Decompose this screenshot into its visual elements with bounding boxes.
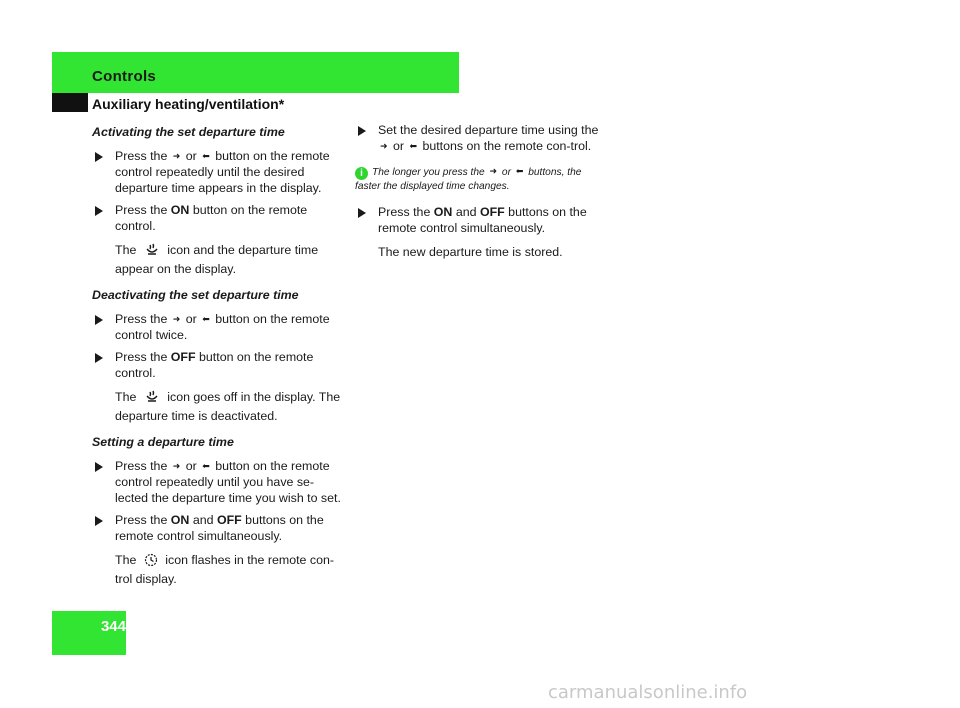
heater-icon — [144, 243, 160, 261]
step-text: or — [389, 139, 408, 153]
info-text: The longer you press the — [372, 167, 488, 178]
step-text: buttons on the remote control simultaneously. — [115, 513, 324, 543]
step-text: and — [189, 513, 217, 527]
arrow-right-icon: ➜ — [172, 314, 181, 324]
heater-icon — [144, 390, 160, 408]
step-item — [92, 202, 347, 234]
step-item — [92, 148, 347, 196]
bullet-triangle-icon — [95, 462, 103, 472]
step-text: button on the remote control repeatedly until you have se-lected the departure time you wish to set. — [115, 459, 341, 505]
step-item — [355, 122, 605, 154]
result-note — [92, 389, 347, 424]
step-text: buttons on the remote con-trol. — [419, 139, 592, 153]
step-text: button on the remote control twice. — [115, 312, 330, 342]
arrow-left-icon: ⬅ — [202, 314, 210, 324]
step-text: Press the — [115, 459, 171, 473]
page-number: 344 — [100, 618, 126, 635]
off-button-label: OFF — [170, 350, 196, 364]
off-button-label: OFF — [479, 205, 505, 219]
step-text: or — [182, 459, 201, 473]
step-item — [92, 458, 347, 506]
page-number-box — [52, 611, 126, 655]
on-button-label: ON — [170, 203, 190, 217]
arrow-right-icon: ➜ — [489, 166, 498, 176]
bullet-triangle-icon — [358, 126, 366, 136]
result-note — [92, 552, 347, 587]
result-note: The new departure time is stored. — [378, 245, 563, 259]
arrow-left-icon: ⬅ — [409, 141, 417, 151]
step-item — [355, 204, 605, 236]
step-text: and — [452, 205, 480, 219]
step-item — [92, 349, 347, 381]
left-column — [92, 122, 347, 597]
step-text: button on the remote control repeatedly until the desired departure time appears in the display. — [115, 149, 330, 195]
note-text: icon goes off in the display. The departure time is deactivated. — [115, 390, 341, 423]
info-text: or — [499, 167, 514, 178]
step-text: buttons on the remote control simultaneously. — [378, 205, 587, 235]
arrow-left-icon: ⬅ — [202, 151, 210, 161]
arrow-left-icon: ⬅ — [202, 461, 210, 471]
off-button-label: OFF — [216, 513, 242, 527]
step-text: Set the desired departure time using the — [378, 123, 599, 137]
info-text: buttons, the faster the displayed time changes. — [355, 167, 582, 192]
note-text: The — [115, 553, 140, 567]
arrow-left-icon: ⬅ — [515, 166, 524, 176]
info-icon: i — [355, 167, 368, 180]
subheading-setting: Setting a departure time — [92, 435, 234, 449]
arrow-right-icon: ➜ — [172, 461, 181, 471]
note-text: The — [115, 243, 140, 257]
bullet-triangle-icon — [95, 353, 103, 363]
step-text: Press the — [115, 350, 171, 364]
step-item — [92, 311, 347, 343]
right-column — [355, 122, 605, 270]
step-text: Press the — [115, 513, 171, 527]
section-title: Auxiliary heating/ventilation* — [92, 96, 285, 112]
step-text: Press the — [115, 149, 171, 163]
bullet-triangle-icon — [95, 315, 103, 325]
timer-icon — [144, 553, 158, 571]
note-text: icon flashes in the remote con-trol display. — [115, 553, 334, 586]
bullet-triangle-icon — [95, 206, 103, 216]
step-text: Press the — [115, 312, 171, 326]
step-text: Press the — [378, 205, 434, 219]
note-text: The — [115, 390, 140, 404]
watermark: carmanualsonline.info — [548, 682, 748, 703]
subheading-activating: Activating the set departure time — [92, 125, 285, 139]
on-button-label: ON — [433, 205, 453, 219]
arrow-right-icon: ➜ — [380, 141, 388, 151]
bullet-triangle-icon — [95, 516, 103, 526]
header-band — [52, 52, 459, 93]
result-note — [92, 242, 347, 277]
bullet-triangle-icon — [358, 208, 366, 218]
step-text: or — [182, 312, 201, 326]
header-title: Controls — [92, 68, 157, 85]
bullet-triangle-icon — [95, 152, 103, 162]
step-item — [92, 512, 347, 544]
section-marker — [52, 93, 88, 112]
info-note — [355, 164, 605, 194]
step-text: or — [182, 149, 201, 163]
arrow-right-icon: ➜ — [172, 151, 181, 161]
step-text: button on the remote control. — [115, 203, 308, 233]
note-text: icon and the departure time appear on the display. — [115, 243, 319, 276]
subheading-deactivating: Deactivating the set departure time — [92, 288, 299, 302]
step-text: button on the remote control. — [115, 350, 314, 380]
step-text: Press the — [115, 203, 171, 217]
on-button-label: ON — [170, 513, 190, 527]
